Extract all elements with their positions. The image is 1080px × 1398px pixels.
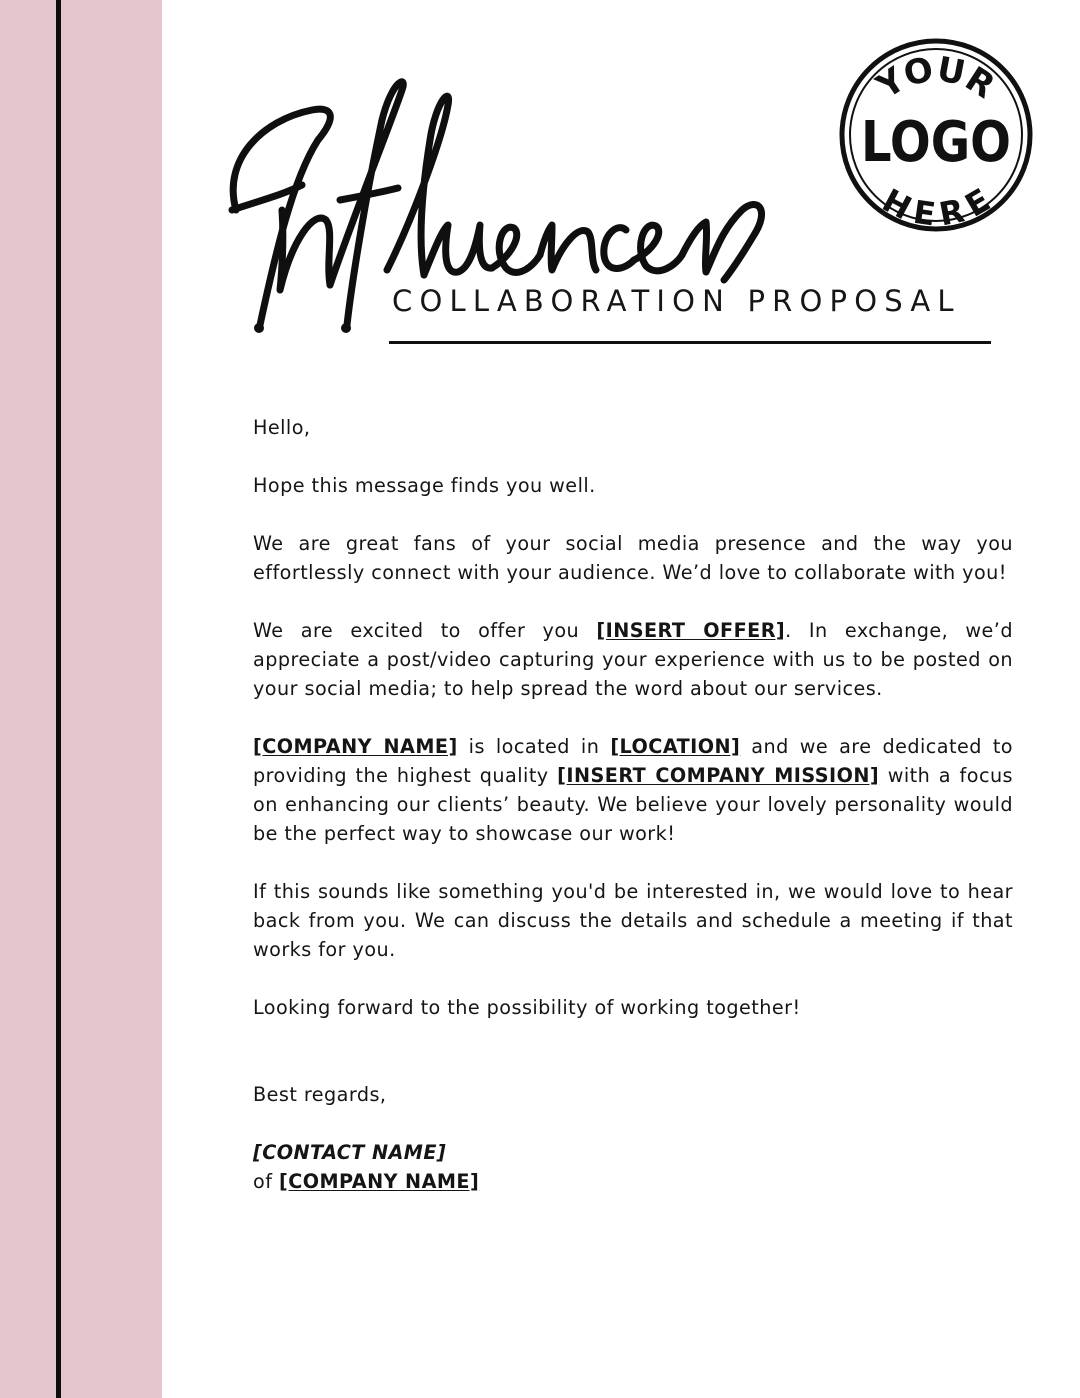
logo-placeholder <box>838 37 1034 233</box>
logo-badge <box>838 37 1034 233</box>
company-name-placeholder: [COMPANY NAME] <box>253 735 458 758</box>
company-text-3: with a focus on enhancing our clients’ beauty. We believe your lovely personality would be the perfect way to showcase our work! <box>253 764 1013 845</box>
location-placeholder: [LOCATION] <box>610 735 741 758</box>
company-mission-placeholder: [INSERT COMPANY MISSION] <box>557 764 880 787</box>
sign-off: Best regards, <box>253 1083 387 1106</box>
logo-text-top: YOUR <box>869 49 1002 108</box>
paragraph-interest: If this sounds like something you'd be interested in, we would love to hear back from you. We can discuss the details and schedule a meeting if that works for you. <box>253 880 1013 961</box>
paragraph-fans: We are great fans of your social media presence and the way you effortlessly connect with your audience. We’d love to collaborate with you! <box>253 532 1013 584</box>
offer-text-before: We are excited to offer you <box>253 619 597 642</box>
intro-line: Hope this message finds you well. <box>253 474 596 497</box>
logo-text-bottom: HERE <box>876 180 997 233</box>
company-text-1: is located in <box>457 735 611 758</box>
paragraph-company <box>253 732 1013 848</box>
contact-name-placeholder: [CONTACT NAME] <box>253 1141 447 1164</box>
sidebar-band <box>0 0 162 1398</box>
sidebar-divider-line <box>56 0 61 1398</box>
greeting: Hello, <box>253 416 311 439</box>
signature-company-placeholder: [COMPANY NAME] <box>278 1170 480 1193</box>
of-label: of <box>253 1170 273 1193</box>
title-underline <box>389 341 991 344</box>
signature-company-line <box>253 1167 1013 1196</box>
closing-line: Looking forward to the possibility of working together! <box>253 996 801 1019</box>
letter-body <box>253 413 1013 1196</box>
subtitle: COLLABORATION PROPOSAL <box>392 284 961 318</box>
logo-text-main: LOGO <box>861 110 1011 175</box>
offer-text-after: . In exchange, we’d appreciate a post/video capturing your experience with us to be posted on your social media; to help spread the word about our services. <box>253 619 1013 700</box>
paragraph-offer <box>253 616 1013 703</box>
insert-offer-placeholder: [INSERT OFFER] <box>596 619 786 642</box>
company-text-2: and we are dedicated to providing the highest quality <box>253 735 1014 787</box>
